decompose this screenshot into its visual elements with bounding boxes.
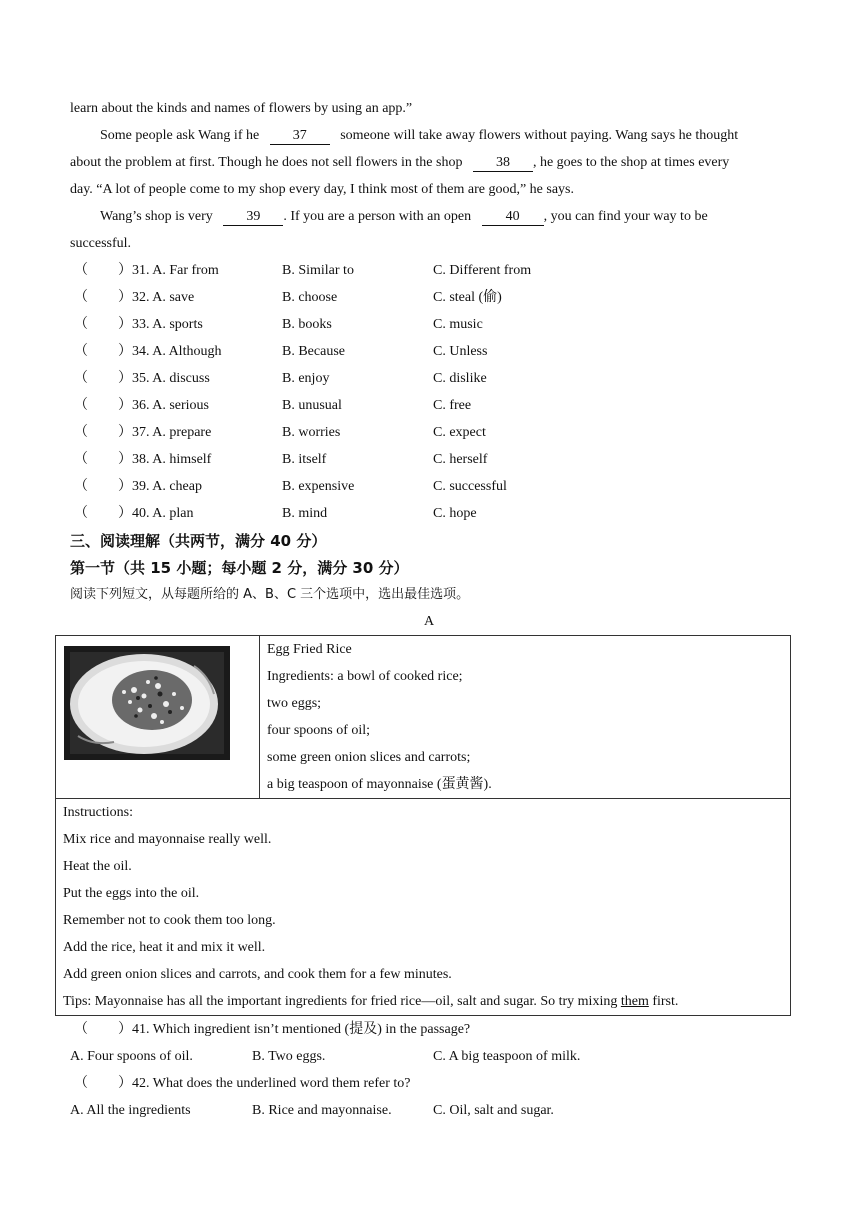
answer-paren: （ [74,398,88,413]
question-option-b: B. expensive [282,479,355,494]
instruction-step: Remember not to cook them too long. [63,913,276,928]
passage-text: about the problem at first. Though he does not sell flowers in the shop [70,155,463,170]
passage-text: someone will take away flowers without paying. Wang says he thought [340,128,739,143]
passage-line: day. “A lot of people come to my shop every day, I think most of them are good,” he says. [70,182,575,197]
answer-paren: （ [74,425,88,440]
question-option-a: ）33. A. sports [118,317,203,332]
question-option-b: B. enjoy [282,371,330,386]
instruction-heading: Instructions: [63,805,133,820]
answer-paren: （ [74,317,88,332]
passage-letter: A [424,614,435,629]
passage-line: successful. [70,236,132,251]
recipe-ingredients-cell [260,636,791,799]
option-c: C. Oil, salt and sugar. [433,1103,554,1118]
section-instruction: 阅读下列短文，从每题所给的 A、B、C 三个选项中，选出最佳选项。 [70,587,470,602]
answer-paren: （ [74,371,88,386]
passage-line [100,208,708,226]
passage-line [70,154,729,172]
question-42-paren: （ [74,1076,88,1091]
question-41-stem: ）41. Which ingredient isn’t mentioned (提及) in the passage? [118,1022,471,1037]
question-option-b: B. Similar to [282,263,354,278]
section-subtitle: 第一节（共 15 小题；每小题 2 分，满分 30 分） [70,559,409,577]
option-b: B. Two eggs. [252,1049,326,1064]
question-option-a: ）36. A. serious [118,398,209,413]
question-option-a: ）39. A. cheap [118,479,202,494]
blank-39: 39 [223,209,283,226]
question-option-c: C. music [433,317,483,332]
ingredient-item: two eggs; [267,696,322,711]
fried-rice-photo [64,646,230,760]
question-option-c: C. hope [433,506,477,521]
passage-text: . If you are a person with an open [283,209,472,224]
question-option-b: B. mind [282,506,328,521]
question-option-c: C. free [433,398,472,413]
ingredient-item: four spoons of oil; [267,723,371,738]
blank-40: 40 [482,209,544,226]
instruction-step: Mix rice and mayonnaise really well. [63,832,272,847]
question-option-b: B. itself [282,452,327,467]
question-option-c: C. herself [433,452,488,467]
question-option-b: B. books [282,317,332,332]
passage-text: , he goes to the shop at times every [532,155,730,170]
question-option-c: C. Different from [433,263,532,278]
question-option-a: ）40. A. plan [118,506,194,521]
option-a: A. All the ingredients [70,1103,191,1118]
option-a: A. Four spoons of oil. [70,1049,193,1064]
question-option-c: C. dislike [433,371,487,386]
question-option-c: C. steal (偷) [433,290,502,305]
passage-text: Some people ask Wang if he [100,128,260,143]
instruction-step: Put the eggs into the oil. [63,886,200,901]
tips-text: first. [648,994,679,1009]
ingredient-item: some green onion slices and carrots; [267,750,471,765]
answer-paren: （ [74,452,88,467]
answer-paren: （ [74,479,88,494]
recipe-instructions-cell [56,799,791,1016]
question-option-b: B. Because [282,344,345,359]
question-option-b: B. choose [282,290,338,305]
section-title: 三、阅读理解（共两节，满分 40 分） [70,532,327,550]
answer-paren: （ [74,263,88,278]
option-b: B. Rice and mayonnaise. [252,1103,392,1118]
recipe-title: Egg Fried Rice [267,642,352,657]
instruction-step: Heat the oil. [63,859,132,874]
blank-38: 38 [473,155,533,172]
question-option-a: ）38. A. himself [118,452,212,467]
ingredient-item: a big teaspoon of mayonnaise (蛋黄酱). [267,777,492,792]
question-option-a: ）31. A. Far from [118,263,219,278]
question-option-b: B. worries [282,425,341,440]
question-41-paren: （ [74,1022,88,1037]
passage-text: Wang’s shop is very [100,209,213,224]
question-option-a: ）32. A. save [118,290,195,305]
question-option-c: C. successful [433,479,507,494]
passage-line: learn about the kinds and names of flowers by using an app.” [70,101,413,116]
instruction-step: Add green onion slices and carrots, and cook them for a few minutes. [63,967,452,982]
passage-text: , you can find your way to be [543,209,708,224]
underlined-word: them [620,994,649,1009]
tips-text: Tips: Mayonnaise has all the important ingredients for fried rice—oil, salt and sugar. So try mixing [63,994,621,1009]
question-option-a: ）37. A. prepare [118,425,212,440]
question-option-a: ）35. A. discuss [118,371,210,386]
question-option-c: C. expect [433,425,486,440]
question-42-stem: ）42. What does the underlined word them refer to? [118,1076,411,1091]
question-option-c: C. Unless [433,344,488,359]
question-option-b: B. unusual [282,398,342,413]
question-option-a: ）34. A. Although [118,344,222,359]
answer-paren: （ [74,290,88,305]
ingredient-item: Ingredients: a bowl of cooked rice; [267,669,463,684]
option-c: C. A big teaspoon of milk. [433,1049,581,1064]
recipe-table [55,635,791,1016]
passage-line [100,127,738,145]
recipe-photo-cell [56,636,260,799]
instruction-step: Add the rice, heat it and mix it well. [63,940,266,955]
recipe-tips [56,988,790,1015]
answer-paren: （ [74,344,88,359]
answer-paren: （ [74,506,88,521]
blank-37: 37 [270,128,330,145]
